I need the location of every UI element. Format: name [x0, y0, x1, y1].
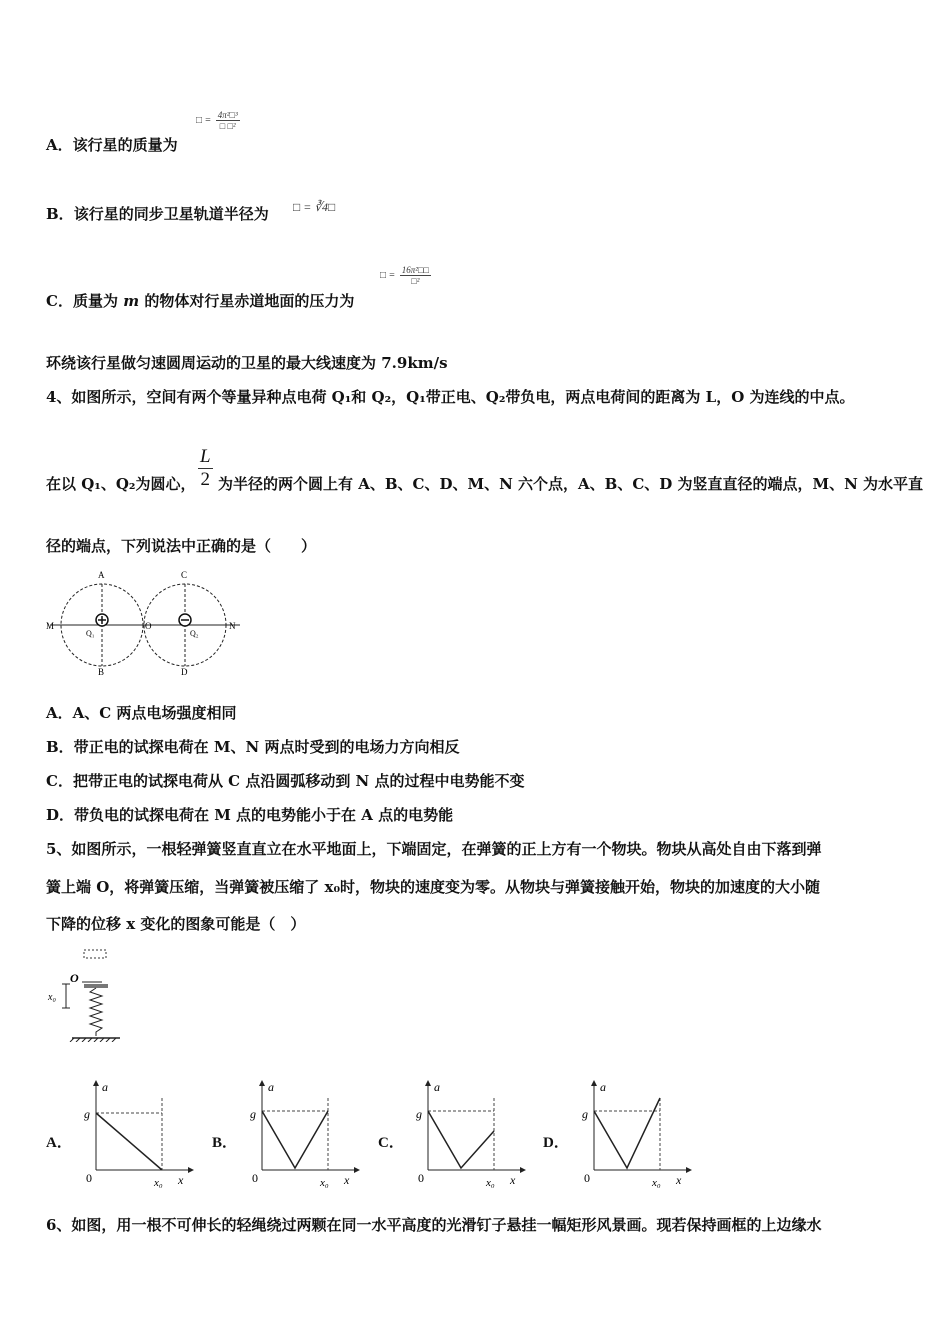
- x-label: x: [510, 1173, 516, 1187]
- graph-curve: [262, 1111, 328, 1168]
- x0-label: x₀: [154, 1177, 163, 1189]
- q4-option-b: B．带正电的试探电荷在 M、N 两点时受到的电场力方向相反: [46, 738, 460, 756]
- q4-option-d: D．带负电的试探电荷在 M 点的电势能小于在 A 点的电势能: [46, 806, 454, 824]
- formula-lhs: □ =: [196, 114, 212, 126]
- x0-label: x₀: [320, 1177, 329, 1189]
- g-label: g: [250, 1107, 256, 1121]
- option-text: 质量为: [72, 292, 118, 310]
- x0-label: x₀: [486, 1177, 495, 1189]
- formula-numerator: 4π²□³: [217, 110, 238, 120]
- label-m: M: [46, 621, 55, 631]
- option-label: C．: [46, 292, 73, 310]
- q3-option-c-formula: [380, 265, 431, 286]
- option-text: 该行星的质量为: [72, 136, 178, 154]
- q3-option-b: [46, 203, 269, 224]
- origin-label: 0: [584, 1171, 590, 1185]
- q5-option-b-label: B．: [212, 1135, 238, 1151]
- label-a: A: [98, 570, 105, 580]
- axis-a-label: a: [600, 1080, 606, 1094]
- q5-graph-d: [576, 1078, 696, 1190]
- q5-option-c-label: C．: [378, 1135, 404, 1151]
- q5-spring-figure: [44, 944, 124, 1042]
- formula-denominator: □ □²: [219, 121, 236, 131]
- q4-charge-figure: [40, 565, 250, 677]
- q4-stem-line-2-post: 为半径的两个圆上有 A、B、C、D、M、N 六个点，A、B、C、D 为竖直直径的端点，M、N 为水平直: [218, 475, 924, 493]
- x-label: x: [344, 1173, 350, 1187]
- q5-graph-a: [78, 1078, 198, 1190]
- q3-option-a-formula: [196, 110, 240, 131]
- q4-radius-fraction: [198, 446, 213, 491]
- q5-stem-line-3: 下降的位移 x 变化的图象可能是（ ）: [46, 915, 306, 933]
- x-label: x: [178, 1173, 184, 1187]
- option-text: 该行星的同步卫星轨道半径为: [73, 205, 269, 223]
- label-n: N: [229, 621, 236, 631]
- fraction-denominator: 2: [200, 469, 211, 490]
- option-text: 的物体对行星赤道地面的压力为: [144, 292, 355, 310]
- q3-option-b-formula: □ = ∛4□: [293, 200, 336, 214]
- axis-a-label: a: [102, 1080, 108, 1094]
- q3-option-c: [46, 290, 354, 311]
- g-label: g: [416, 1107, 422, 1121]
- fraction-numerator: L: [200, 446, 211, 467]
- q4-stem-line-3: 径的端点，下列说法中正确的是（ ）: [46, 537, 317, 555]
- g-label: g: [582, 1107, 588, 1121]
- option-label: A．: [46, 136, 73, 154]
- graph-curve: [594, 1098, 660, 1168]
- axis-a-label: a: [268, 1080, 274, 1094]
- formula-denominator: □²: [411, 276, 420, 286]
- q4-option-a: A．A、C 两点电场强度相同: [46, 704, 237, 722]
- graph-curve: [428, 1111, 494, 1168]
- g-label: g: [84, 1107, 90, 1121]
- block-icon: [84, 950, 106, 958]
- q5-option-a-label: A．: [46, 1135, 72, 1151]
- option-label: B．: [46, 205, 74, 223]
- formula-numerator: 16π²□□: [401, 265, 429, 275]
- origin-label: 0: [86, 1171, 92, 1185]
- q3-option-a: [46, 134, 178, 155]
- q3-option-d: 环绕该行星做匀速圆周运动的卫星的最大线速度为 7.9km/s: [46, 354, 448, 372]
- spring-coil: [90, 988, 102, 1036]
- q5-stem-line-1: 5、如图所示，一根轻弹簧竖直直立在水平地面上，下端固定，在弹簧的正上方有一个物块。物块从高处自由下落到弹: [46, 840, 822, 858]
- x-label: x: [676, 1173, 682, 1187]
- spring-top-label: O: [70, 971, 79, 985]
- label-q1: Q₁: [86, 629, 95, 638]
- label-q2: Q₂: [190, 629, 199, 638]
- label-o: O: [145, 621, 152, 631]
- q5-stem-line-2: 簧上端 O，将弹簧压缩，当弹簧被压缩了 x₀时，物块的速度变为零。从物块与弹簧接触开始，物块的加速度的大小随: [46, 878, 821, 896]
- q4-option-c: C．把带正电的试探电荷从 C 点沿圆弧移动到 N 点的过程中电势能不变: [46, 772, 525, 790]
- formula-lhs: □ =: [380, 269, 396, 281]
- q5-option-d-label: D．: [543, 1135, 569, 1151]
- graph-curve: [96, 1113, 162, 1170]
- q5-graph-c: [410, 1078, 530, 1190]
- mass-variable: m: [123, 292, 140, 310]
- origin-label: 0: [252, 1171, 258, 1185]
- compression-label: x₀: [48, 992, 56, 1003]
- q4-stem-line-1: 4、如图所示，空间有两个等量异种点电荷 Q₁和 Q₂，Q₁带正电、Q₂带负电，两点电荷间的距离为 L，O 为连线的中点。: [46, 388, 855, 406]
- q5-graph-b: [244, 1078, 364, 1190]
- q6-stem-line-1: 6、如图，用一根不可伸长的轻绳绕过两颗在同一水平高度的光滑钉子悬挂一幅矩形风景画。现若保持画框的上边缘水: [46, 1216, 822, 1234]
- q4-stem-line-2-pre: 在以 Q₁、Q₂为圆心，: [46, 475, 196, 493]
- x0-label: x₀: [652, 1177, 661, 1189]
- label-b: B: [98, 667, 105, 677]
- origin-label: 0: [418, 1171, 424, 1185]
- axis-a-label: a: [434, 1080, 440, 1094]
- label-d: D: [181, 667, 188, 677]
- label-c: C: [181, 570, 188, 580]
- spring-plate: [84, 984, 108, 988]
